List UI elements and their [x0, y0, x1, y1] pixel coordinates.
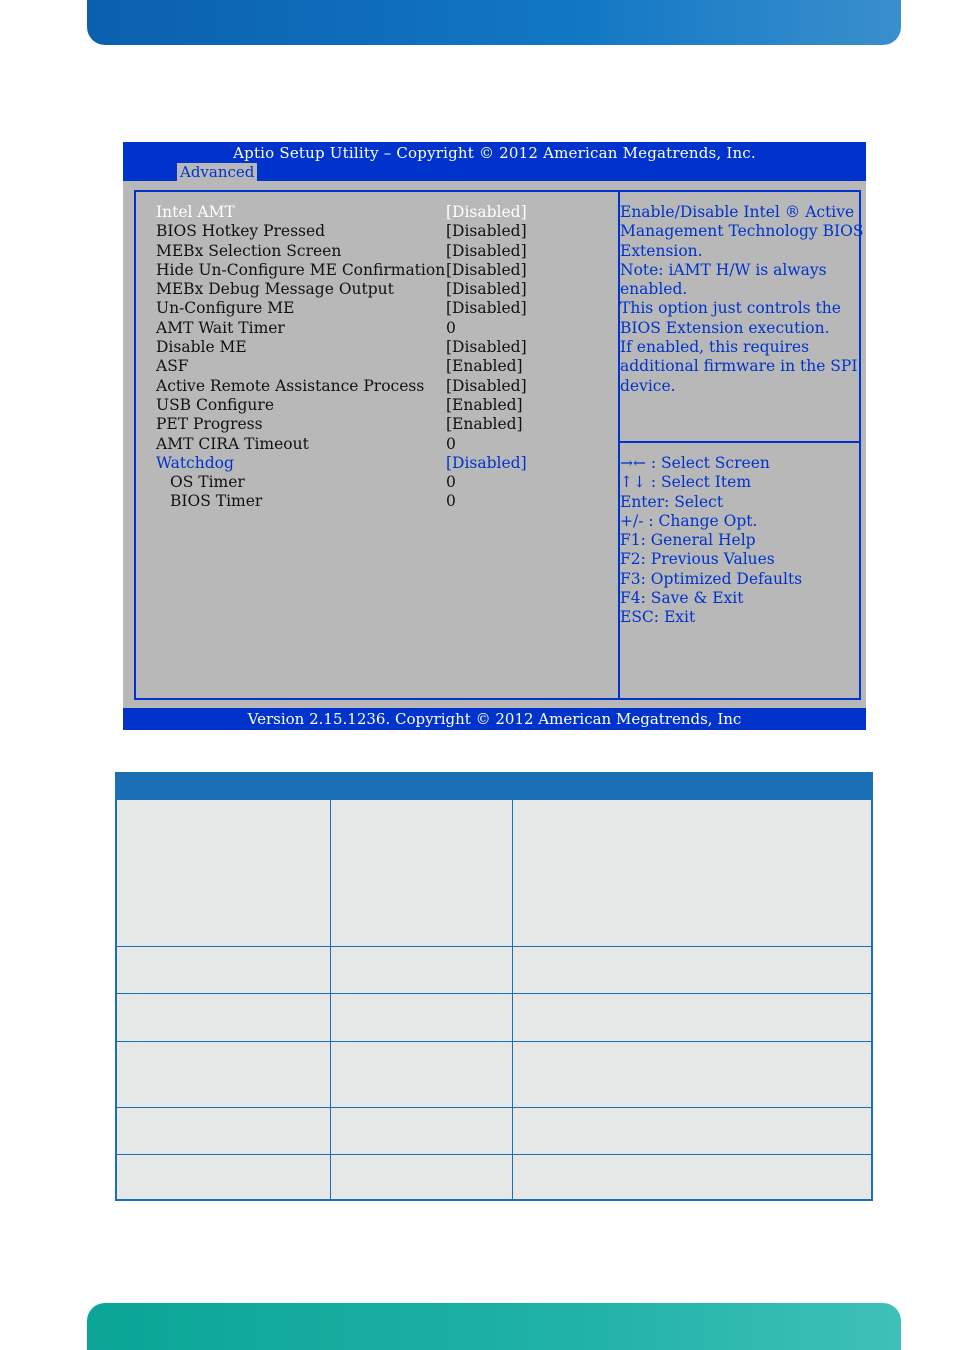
- bios-option-label: Hide Un-Configure ME Confirmation: [156, 260, 446, 279]
- key-help-line: →← : Select Screen: [620, 454, 770, 472]
- bios-option-value[interactable]: [Disabled]: [446, 338, 527, 357]
- table-row: [117, 1155, 871, 1199]
- bios-option-label: AMT Wait Timer: [156, 318, 285, 337]
- help-line: Note: iAMT H/W is always: [620, 260, 827, 279]
- bios-option-value[interactable]: 0: [446, 318, 456, 337]
- help-line: If enabled, this requires: [620, 338, 810, 357]
- bios-header: [123, 142, 866, 181]
- bios-option-label: Active Remote Assistance Process: [156, 376, 425, 395]
- bios-option-value[interactable]: [Disabled]: [446, 222, 527, 241]
- page-header-band: [87, 0, 901, 45]
- table-row: [117, 1108, 871, 1155]
- help-divider: [620, 441, 859, 443]
- bios-option-row[interactable]: [156, 454, 596, 473]
- bios-option-row[interactable]: [156, 319, 596, 338]
- table-header: [117, 774, 871, 800]
- bios-option-label: Intel AMT: [156, 203, 235, 221]
- bios-option-value[interactable]: [Enabled]: [446, 357, 523, 376]
- option-list: [156, 203, 596, 512]
- help-line: device.: [620, 376, 676, 395]
- bios-main-frame: [134, 190, 864, 700]
- bios-option-row[interactable]: [156, 492, 596, 511]
- bios-option-value[interactable]: [Enabled]: [446, 415, 523, 434]
- bios-option-value[interactable]: [Disabled]: [446, 241, 527, 260]
- bios-option-label: OS Timer: [170, 473, 245, 492]
- key-help-line: +/- : Change Opt.: [620, 511, 758, 530]
- bios-option-value[interactable]: [Disabled]: [446, 203, 527, 221]
- bios-option-label: BIOS Hotkey Pressed: [156, 222, 326, 241]
- bios-option-label: ASF: [156, 357, 189, 376]
- key-help-line: F2: Previous Values: [620, 550, 775, 569]
- bios-screen: [123, 142, 866, 730]
- bios-option-value[interactable]: [Disabled]: [446, 376, 527, 395]
- bios-option-row[interactable]: [156, 415, 596, 434]
- bios-option-row[interactable]: [156, 357, 596, 376]
- help-line: Management Technology BIOS: [620, 222, 864, 241]
- tab-advanced[interactable]: Advanced: [177, 163, 257, 181]
- bios-option-row[interactable]: [156, 473, 596, 492]
- help-line: This option just controls the: [620, 299, 841, 318]
- bios-option-row[interactable]: [156, 203, 596, 222]
- bios-option-label: MEBx Debug Message Output: [156, 280, 394, 299]
- bios-option-label: Un-Configure ME: [156, 299, 295, 318]
- table-column-divider: [330, 774, 331, 1199]
- table-row: [117, 1042, 871, 1108]
- key-help-line: ESC: Exit: [620, 608, 696, 627]
- bios-option-label: AMT CIRA Timeout: [156, 434, 309, 453]
- bios-option-value[interactable]: [Disabled]: [446, 280, 527, 299]
- item-help-panel: [620, 203, 864, 396]
- key-help-line: F3: Optimized Defaults: [620, 569, 803, 588]
- bios-option-value[interactable]: [Disabled]: [446, 299, 527, 318]
- help-line: enabled.: [620, 280, 688, 299]
- key-help-panel: [620, 454, 856, 628]
- key-help-line: F4: Save & Exit: [620, 589, 744, 608]
- help-line: BIOS Extension execution.: [620, 318, 830, 337]
- bios-option-row[interactable]: [156, 338, 596, 357]
- key-help-line: Enter: Select: [620, 492, 724, 511]
- help-line: additional firmware in the SPI: [620, 357, 858, 376]
- bios-option-value[interactable]: [Disabled]: [446, 260, 527, 279]
- bios-option-label: PET Progress: [156, 415, 263, 434]
- key-help-line: F1: General Help: [620, 531, 756, 550]
- bios-option-label: Watchdog: [156, 453, 234, 472]
- bios-option-row[interactable]: [156, 435, 596, 454]
- bios-option-row[interactable]: [156, 396, 596, 415]
- table-column-divider: [512, 774, 513, 1199]
- help-line: Extension.: [620, 241, 703, 260]
- bios-option-label: MEBx Selection Screen: [156, 241, 342, 260]
- help-line: Enable/Disable Intel ® Active: [620, 203, 855, 221]
- bios-option-value[interactable]: [Disabled]: [446, 453, 527, 472]
- bios-title: Aptio Setup Utility – Copyright © 2012 American Megatrends, Inc.: [233, 144, 756, 162]
- bios-option-value[interactable]: 0: [446, 492, 456, 511]
- bios-option-row[interactable]: [156, 280, 596, 299]
- bios-option-value[interactable]: 0: [446, 434, 456, 453]
- bios-footer: Version 2.15.1236. Copyright © 2012 American Megatrends, Inc: [123, 708, 866, 730]
- bios-option-value[interactable]: [Enabled]: [446, 395, 523, 414]
- bios-option-label: BIOS Timer: [170, 492, 263, 511]
- bios-option-row[interactable]: [156, 377, 596, 396]
- table-row: [117, 947, 871, 994]
- settings-table: [115, 772, 873, 1201]
- bios-option-row[interactable]: [156, 242, 596, 261]
- bios-option-value[interactable]: 0: [446, 473, 456, 492]
- bios-option-row[interactable]: [156, 222, 596, 241]
- table-row: [117, 994, 871, 1042]
- table-row: [117, 800, 871, 947]
- bios-option-row[interactable]: [156, 261, 596, 280]
- page-footer-band: [87, 1303, 901, 1350]
- bios-option-row[interactable]: [156, 299, 596, 318]
- bios-option-label: Disable ME: [156, 338, 247, 357]
- bios-option-label: USB Configure: [156, 395, 274, 414]
- key-help-line: ↑↓ : Select Item: [620, 473, 752, 492]
